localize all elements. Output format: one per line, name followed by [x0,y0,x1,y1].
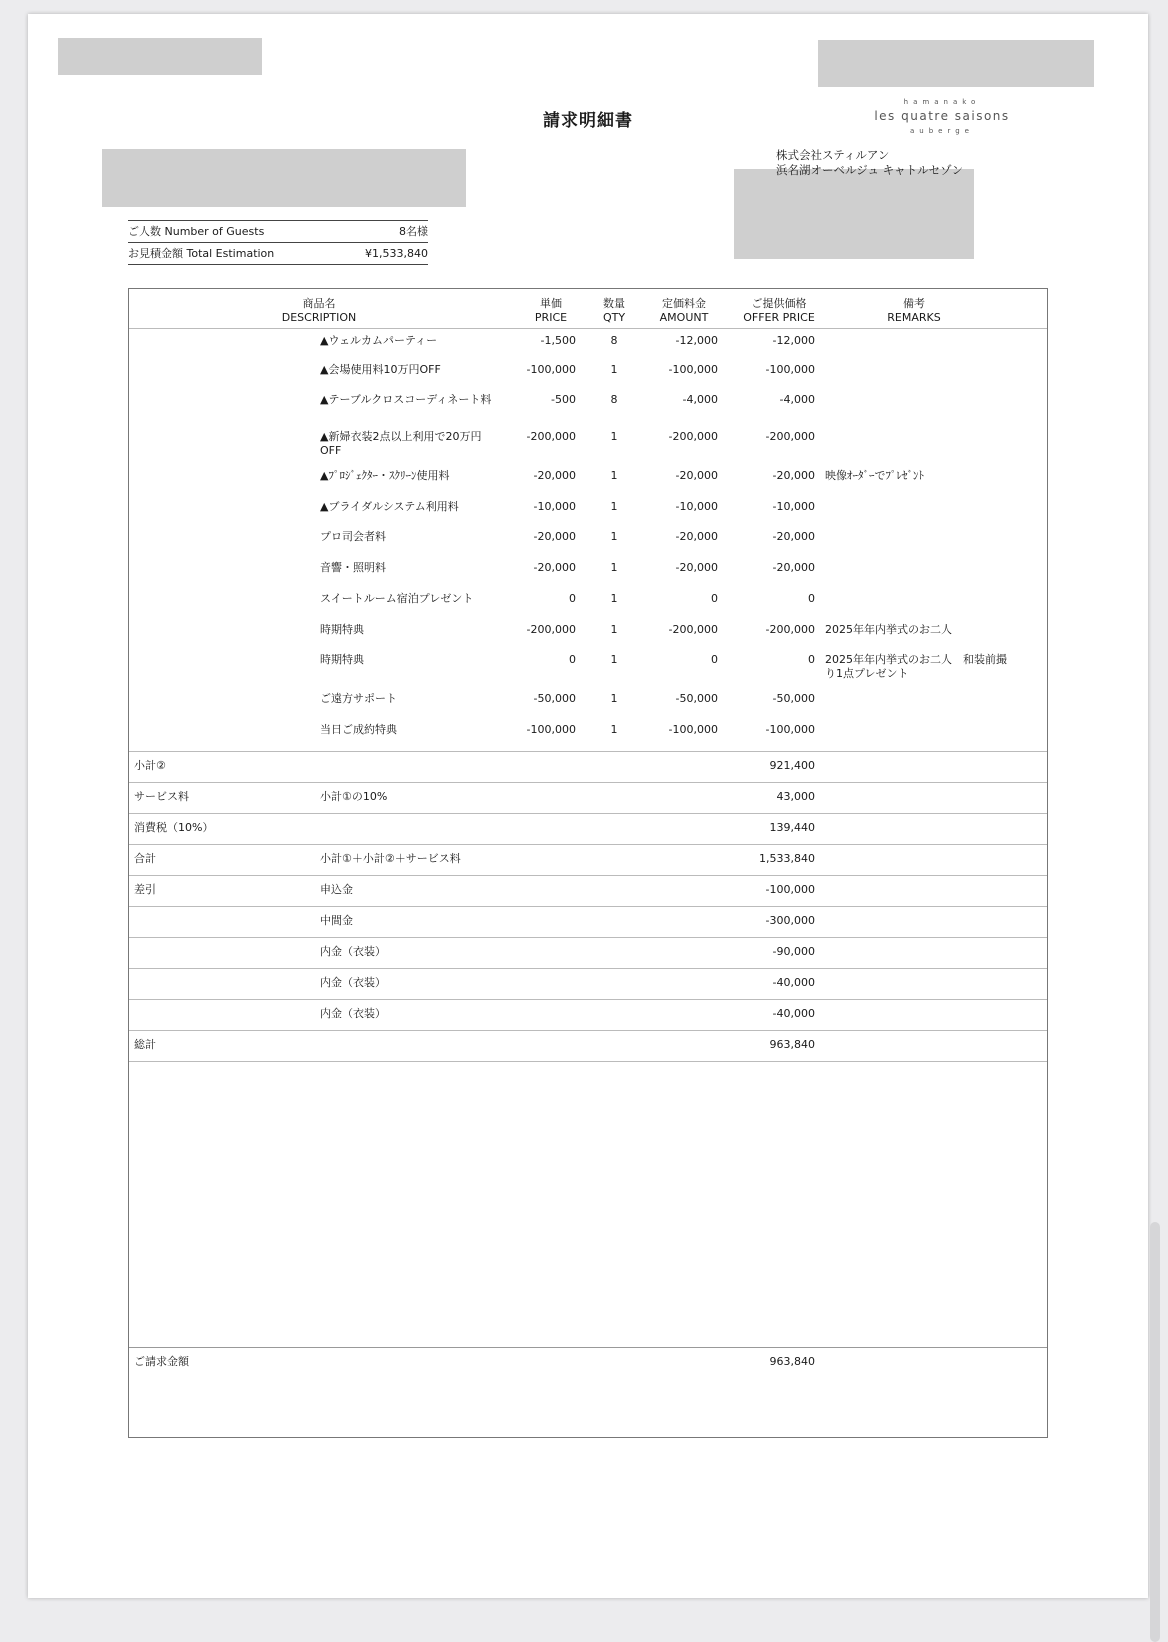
item-price: -10,000 [533,500,576,513]
item-offer-price: -20,000 [772,530,815,543]
item-description: プロ司会者料 [320,530,386,543]
item-offer-price: -100,000 [765,363,815,376]
document-title: 請求明細書 [543,111,633,131]
item-qty: 1 [610,723,618,736]
item-qty: 1 [610,623,618,636]
scrollbar[interactable] [1150,1222,1160,1642]
item-description: ご遠方サポート [320,692,397,705]
item-qty: 1 [610,500,618,513]
item-amount: -20,000 [675,530,718,543]
redacted-block [734,169,974,259]
redacted-block [818,40,1094,87]
item-description: 当日ご成約特典 [320,723,397,736]
row-divider [129,844,1047,845]
item-price: -20,000 [533,469,576,482]
item-offer-price: -100,000 [765,723,815,736]
total-label: 合計 [134,852,156,865]
table-header [129,289,1047,329]
total-label: 消費税（10%） [134,821,214,834]
item-qty: 1 [610,430,618,443]
total-description: 小計①の10% [320,790,388,803]
item-price: -20,000 [533,561,576,574]
row-divider [129,813,1047,814]
logo-bottom-text: auberge [910,127,974,135]
total-description: 内金（衣装） [320,945,386,958]
header-description: 商品名 DESCRIPTION [281,297,357,324]
total-description: 内金（衣装） [320,976,386,989]
item-amount: -20,000 [675,469,718,482]
billing-row [129,1347,1047,1376]
total-value: -40,000 [772,976,815,989]
item-amount: -200,000 [668,623,718,636]
item-description: ▲新婦衣装2点以上利用で20万円OFF [320,430,482,457]
item-offer-price: 0 [808,653,815,666]
billing-label: ご請求金額 [134,1355,189,1368]
total-description: 内金（衣装） [320,1007,386,1020]
item-description: 音響・照明料 [320,561,386,574]
item-price: -20,000 [533,530,576,543]
summary-table [128,220,428,265]
row-divider [129,906,1047,907]
item-amount: -100,000 [668,363,718,376]
item-amount: -4,000 [682,393,718,406]
item-offer-price: -20,000 [772,469,815,482]
item-offer-price: -4,000 [779,393,815,406]
header-amount: 定価料金 AMOUNT [659,297,709,324]
item-price: -1,500 [540,334,576,347]
total-description: 申込金 [320,883,353,896]
item-offer-price: -12,000 [772,334,815,347]
company-info [776,148,963,178]
header-remarks: 備考 REMARKS [887,297,941,324]
total-value: -100,000 [765,883,815,896]
total-value: 1,533,840 [759,852,815,865]
item-price: -200,000 [526,623,576,636]
item-offer-price: -200,000 [765,623,815,636]
item-qty: 1 [610,469,618,482]
item-amount: 0 [711,653,718,666]
item-offer-price: -200,000 [765,430,815,443]
item-amount: -50,000 [675,692,718,705]
row-divider [129,782,1047,783]
row-divider [129,875,1047,876]
total-description: 小計①＋小計②＋サービス料 [320,852,461,865]
total-value: 963,840 [769,1038,815,1051]
item-qty: 8 [610,334,618,347]
header-qty: 数量 QTY [602,297,626,324]
row-divider [129,1030,1047,1031]
item-amount: 0 [711,592,718,605]
header-offer: ご提供価格 OFFER PRICE [743,297,815,324]
company-name: 株式会社スティルアン [776,148,890,162]
total-label: 小計② [134,759,166,772]
venue-name: 浜名湖オーベルジュ キャトルセゾン [776,163,964,177]
item-price: 0 [569,592,576,605]
estimation-row [128,242,428,265]
estimation-label: お見積金額 Total Estimation [128,247,275,260]
item-description: 時期特典 [320,623,364,636]
item-description: ▲ウェルカムパーティー [320,334,438,347]
item-qty: 1 [610,592,618,605]
estimation-value: ¥1,533,840 [365,247,428,260]
item-amount: -200,000 [668,430,718,443]
total-value: -300,000 [765,914,815,927]
row-divider [129,937,1047,938]
document-page [28,14,1148,1598]
item-description: ▲テーブルクロスコーディネート料 [320,393,492,406]
total-label: サービス料 [134,790,189,803]
item-description: スイートルーム宿泊プレゼント [320,592,474,605]
redacted-block [102,149,466,207]
item-description: ▲会場使用料10万円OFF [320,363,441,376]
invoice-table [128,288,1048,1438]
total-label: 差引 [134,883,156,896]
item-qty: 1 [610,530,618,543]
logo-name: les quatre saisons [874,109,1010,123]
row-divider [129,968,1047,969]
guests-label: ご人数 Number of Guests [128,225,265,238]
item-description: ▲ブライダルシステム利用料 [320,500,459,513]
item-offer-price: -20,000 [772,561,815,574]
item-price: -100,000 [526,363,576,376]
item-qty: 1 [610,653,618,666]
item-price: -200,000 [526,430,576,443]
item-remarks: 2025年年内挙式のお二人 [825,623,952,636]
item-description: 時期特典 [320,653,364,666]
brand-logo [862,98,1022,135]
row-divider [129,1061,1047,1062]
item-price: 0 [569,653,576,666]
total-label: 総計 [134,1038,156,1051]
item-amount: -12,000 [675,334,718,347]
item-qty: 1 [610,561,618,574]
total-value: -90,000 [772,945,815,958]
total-value: 139,440 [769,821,815,834]
total-description: 中間金 [320,914,353,927]
item-remarks: 2025年年内挙式のお二人 和装前撮り1点プレゼント [825,653,1007,680]
row-divider [129,999,1047,1000]
billing-value: 963,840 [769,1355,815,1368]
header-price: 単価 PRICE [534,297,568,324]
item-qty: 1 [610,692,618,705]
item-price: -500 [551,393,576,406]
item-price: -50,000 [533,692,576,705]
item-qty: 8 [610,393,618,406]
item-amount: -100,000 [668,723,718,736]
item-remarks: 映像ｵｰﾀﾞｰでﾌﾟﾚｾﾞﾝﾄ [825,469,924,482]
logo-top-text: hamanako [903,98,981,106]
item-offer-price: 0 [808,592,815,605]
item-qty: 1 [610,363,618,376]
item-amount: -10,000 [675,500,718,513]
total-value: -40,000 [772,1007,815,1020]
item-offer-price: -50,000 [772,692,815,705]
row-divider [129,751,1047,752]
total-value: 43,000 [776,790,815,803]
item-price: -100,000 [526,723,576,736]
guests-row [128,220,428,242]
redacted-block [58,38,262,75]
guests-value: 8名様 [399,225,428,238]
item-description: ▲ﾌﾟﾛｼﾞｪｸﾀｰ・ｽｸﾘｰﾝ使用料 [320,469,450,482]
item-amount: -20,000 [675,561,718,574]
item-offer-price: -10,000 [772,500,815,513]
total-value: 921,400 [769,759,815,772]
